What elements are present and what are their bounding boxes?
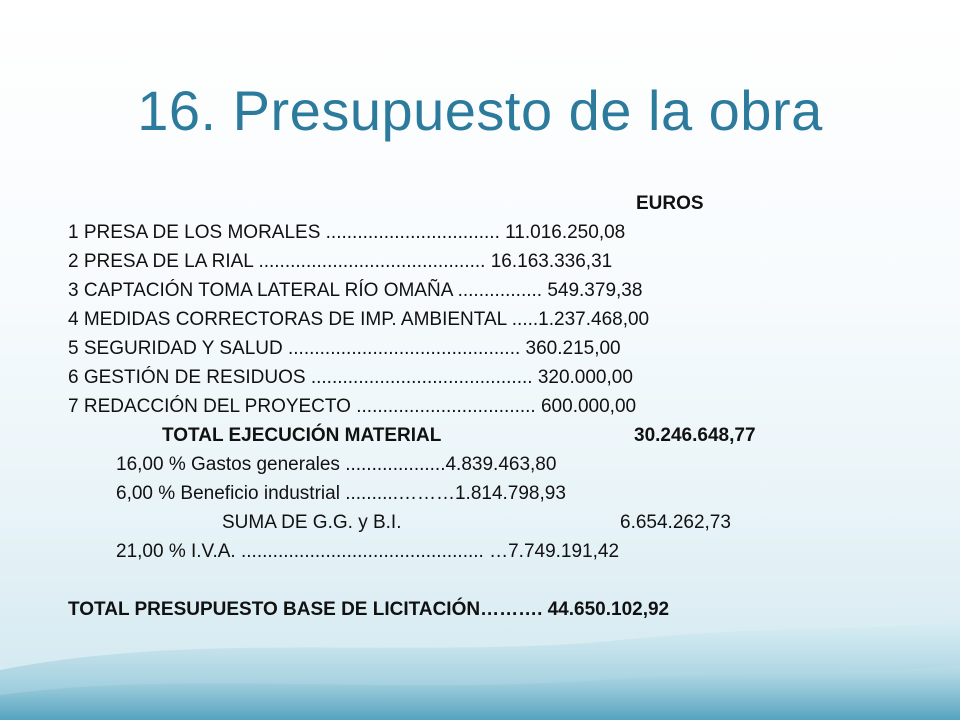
total-presupuesto: TOTAL PRESUPUESTO BASE DE LICITACIÓN………. 44.650.102,92 — [68, 599, 670, 620]
beneficio-industrial: 6,00 % Beneficio industrial ..........………1.814.798,93 — [116, 483, 566, 504]
slide-title: 16. Presupuesto de la obra — [137, 79, 823, 142]
budget-item-7: 7 REDACCIÓN DEL PROYECTO .................................. 600.000,00 — [68, 396, 637, 417]
gastos-generales: 16,00 % Gastos generales ...................4.839.463,80 — [116, 454, 557, 475]
budget-item-4: 4 MEDIDAS CORRECTORAS DE IMP. AMBIENTAL .....1.237.468,00 — [68, 309, 650, 330]
suma-label: SUMA DE G.G. y B.I. — [222, 512, 402, 533]
suma-value: 6.654.262,73 — [620, 512, 731, 533]
budget-item-3: 3 CAPTACIÓN TOMA LATERAL RÍO OMAÑA ................ 549.379,38 — [68, 280, 643, 301]
total-material-label: TOTAL EJECUCIÓN MATERIAL — [162, 425, 442, 446]
total-material-value: 30.246.648,77 — [634, 425, 756, 446]
budget-item-6: 6 GESTIÓN DE RESIDUOS .......................................... 320.000,00 — [68, 367, 633, 388]
iva: 21,00 % I.V.A. .............................................. …7.749.191,42 — [116, 541, 620, 562]
budget-item-1: 1 PRESA DE LOS MORALES ................................. 11.016.250,08 — [68, 222, 626, 243]
euros-header: EUROS — [636, 193, 704, 214]
budget-item-5: 5 SEGURIDAD Y SALUD ............................................ 360.215,00 — [68, 338, 621, 359]
budget-item-2: 2 PRESA DE LA RIAL ........................................... 16.163.336,31 — [68, 251, 613, 272]
